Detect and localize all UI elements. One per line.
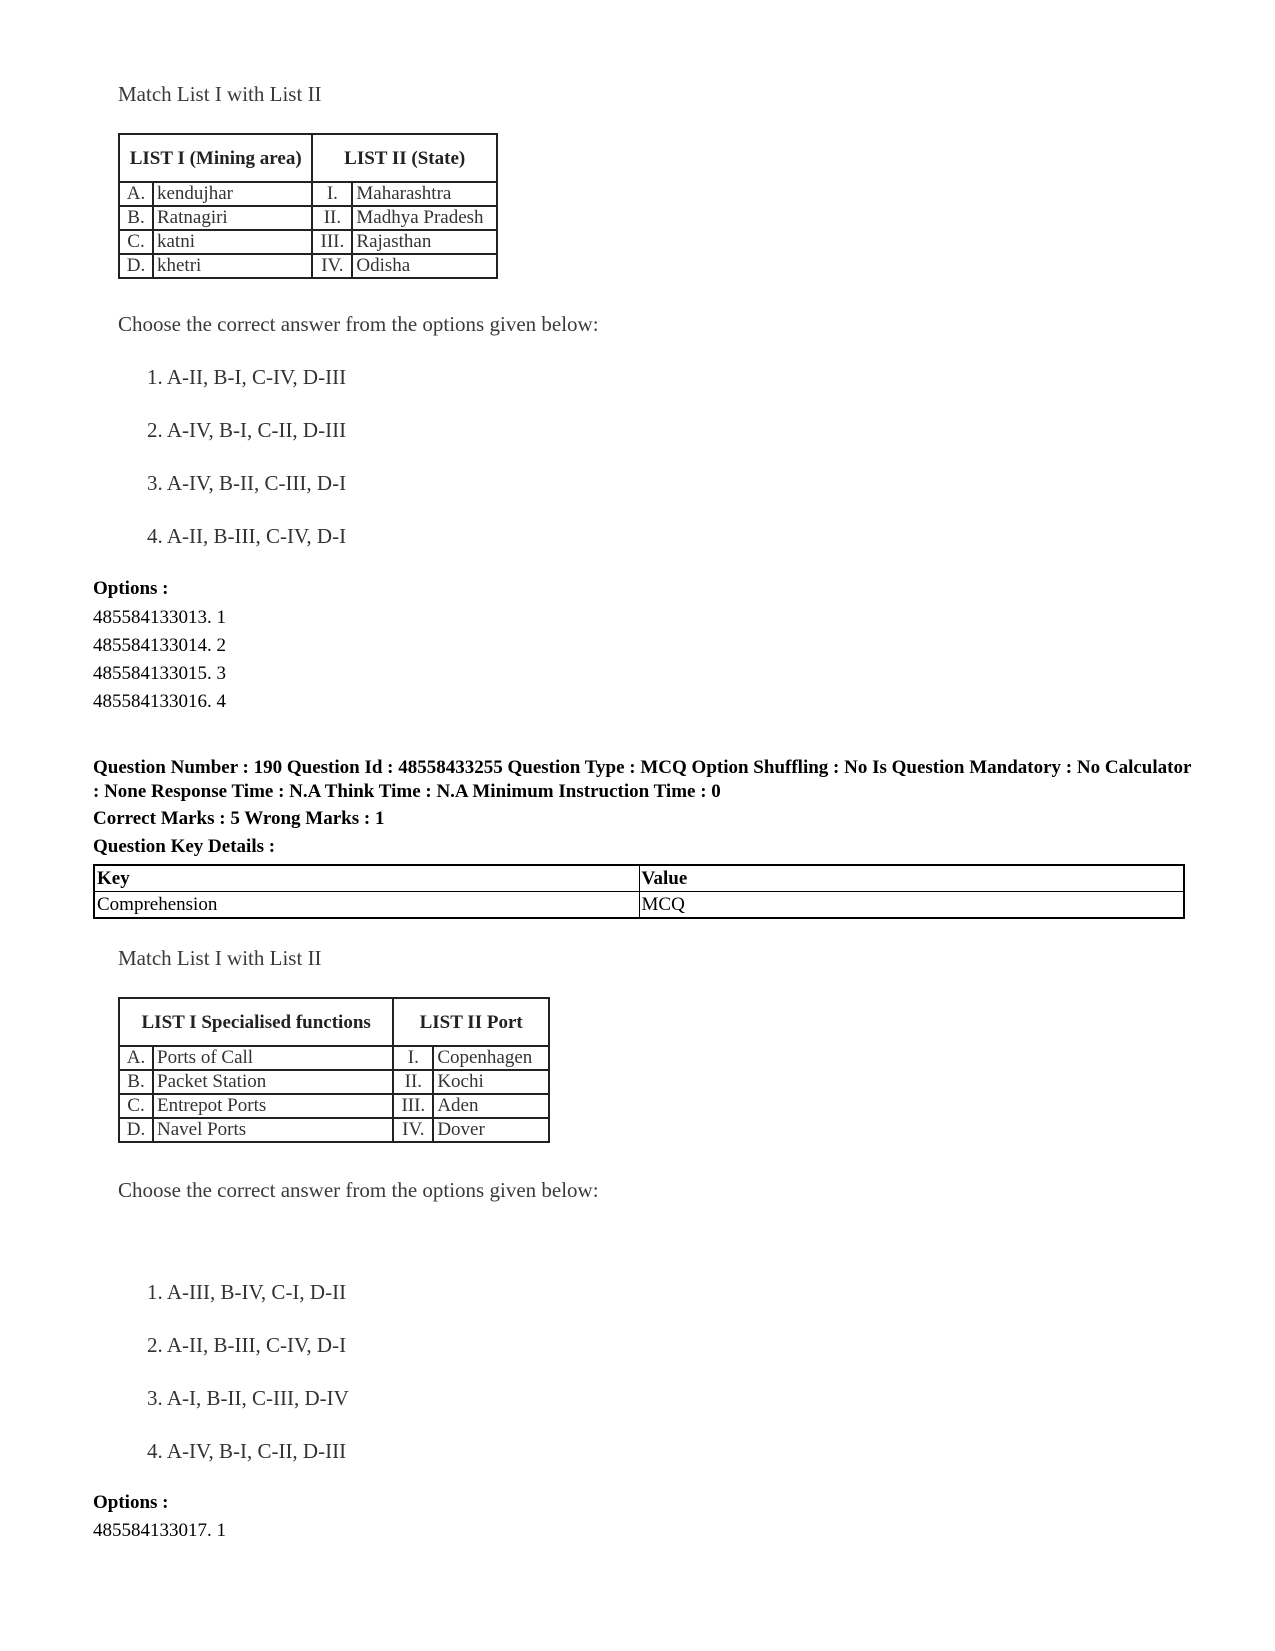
row-label: IV.: [312, 254, 352, 278]
row-label: A.: [119, 1046, 153, 1070]
row-label: B.: [119, 206, 153, 230]
list1-value: kendujhar: [153, 182, 312, 206]
row-label: IV.: [393, 1118, 433, 1142]
list2-value: Rajasthan: [352, 230, 497, 254]
list1-value: Navel Ports: [153, 1118, 393, 1142]
q2-list1-header: LIST I Specialised functions: [119, 998, 393, 1046]
q1-title: Match List I with List II: [118, 82, 322, 106]
list2-value: Kochi: [433, 1070, 549, 1094]
q1-option-id: 485584133013. 1: [93, 607, 226, 628]
row-label: D.: [119, 254, 153, 278]
q1-choice-1: 1. A-II, B-I, C-IV, D-III: [147, 365, 347, 389]
list2-value: Odisha: [352, 254, 497, 278]
table-row: [119, 1094, 549, 1118]
q2-prompt: Choose the correct answer from the options given below:: [118, 1178, 599, 1202]
list1-value: Packet Station: [153, 1070, 393, 1094]
row-label: III.: [393, 1094, 433, 1118]
row-label: I.: [393, 1046, 433, 1070]
row-label: B.: [119, 1070, 153, 1094]
row-label: I.: [312, 182, 352, 206]
table-row: [119, 1118, 549, 1142]
q2-choice-1: 1. A-III, B-IV, C-I, D-II: [147, 1280, 347, 1304]
list1-value: Entrepot Ports: [153, 1094, 393, 1118]
q2-choice-3: 3. A-I, B-II, C-III, D-IV: [147, 1386, 349, 1410]
list2-value: Maharashtra: [352, 182, 497, 206]
row-label: II.: [312, 206, 352, 230]
list1-value: katni: [153, 230, 312, 254]
list2-value: Dover: [433, 1118, 549, 1142]
table-row: [119, 1070, 549, 1094]
table-row: [119, 1046, 549, 1070]
q1-choice-3: 3. A-IV, B-II, C-III, D-I: [147, 471, 347, 495]
value-header: Value: [639, 865, 1184, 892]
row-label: C.: [119, 230, 153, 254]
q1-prompt: Choose the correct answer from the options given below:: [118, 312, 599, 336]
q2-meta: Question Number : 190 Question Id : 48558433255 Question Type : MCQ Option Shuffling : No Is Question Mandatory : No Calculator : None Response Time : N.A Think Time : N.A Minimum Instruction Time : 0: [93, 757, 1192, 802]
q1-choice-2: 2. A-IV, B-I, C-II, D-III: [147, 418, 347, 442]
q1-match-table: [118, 133, 498, 279]
row-label: III.: [312, 230, 352, 254]
list1-value: Ports of Call: [153, 1046, 393, 1070]
list2-value: Madhya Pradesh: [352, 206, 497, 230]
q2-title: Match List I with List II: [118, 946, 322, 970]
q1-option-id: 485584133015. 3: [93, 663, 226, 684]
q1-options-label: Options :: [93, 578, 169, 599]
q2-marks: Correct Marks : 5 Wrong Marks : 1: [93, 808, 385, 829]
list2-value: Copenhagen: [433, 1046, 549, 1070]
q2-option-id: 485584133017. 1: [93, 1520, 226, 1541]
value-cell: MCQ: [639, 892, 1184, 919]
list2-value: Aden: [433, 1094, 549, 1118]
q1-list2-header: LIST II (State): [312, 134, 497, 182]
table-row: [119, 182, 497, 206]
q2-choice-2: 2. A-II, B-III, C-IV, D-I: [147, 1333, 347, 1357]
table-row: [119, 230, 497, 254]
table-row: [119, 206, 497, 230]
q1-list1-header: LIST I (Mining area): [119, 134, 312, 182]
q2-match-table: [118, 997, 550, 1143]
q2-options-label: Options :: [93, 1492, 169, 1513]
q1-option-id: 485584133014. 2: [93, 635, 226, 656]
row-label: C.: [119, 1094, 153, 1118]
row-label: A.: [119, 182, 153, 206]
q2-key-table: [93, 864, 1185, 919]
q1-choice-4: 4. A-II, B-III, C-IV, D-I: [147, 524, 347, 548]
q2-key-details-label: Question Key Details :: [93, 836, 276, 857]
row-label: II.: [393, 1070, 433, 1094]
key-header: Key: [94, 865, 639, 892]
row-label: D.: [119, 1118, 153, 1142]
table-row: [119, 254, 497, 278]
list1-value: Ratnagiri: [153, 206, 312, 230]
q2-list2-header: LIST II Port: [393, 998, 549, 1046]
list1-value: khetri: [153, 254, 312, 278]
q2-choice-4: 4. A-IV, B-I, C-II, D-III: [147, 1439, 347, 1463]
key-cell: Comprehension: [94, 892, 639, 919]
q1-option-id: 485584133016. 4: [93, 691, 226, 712]
